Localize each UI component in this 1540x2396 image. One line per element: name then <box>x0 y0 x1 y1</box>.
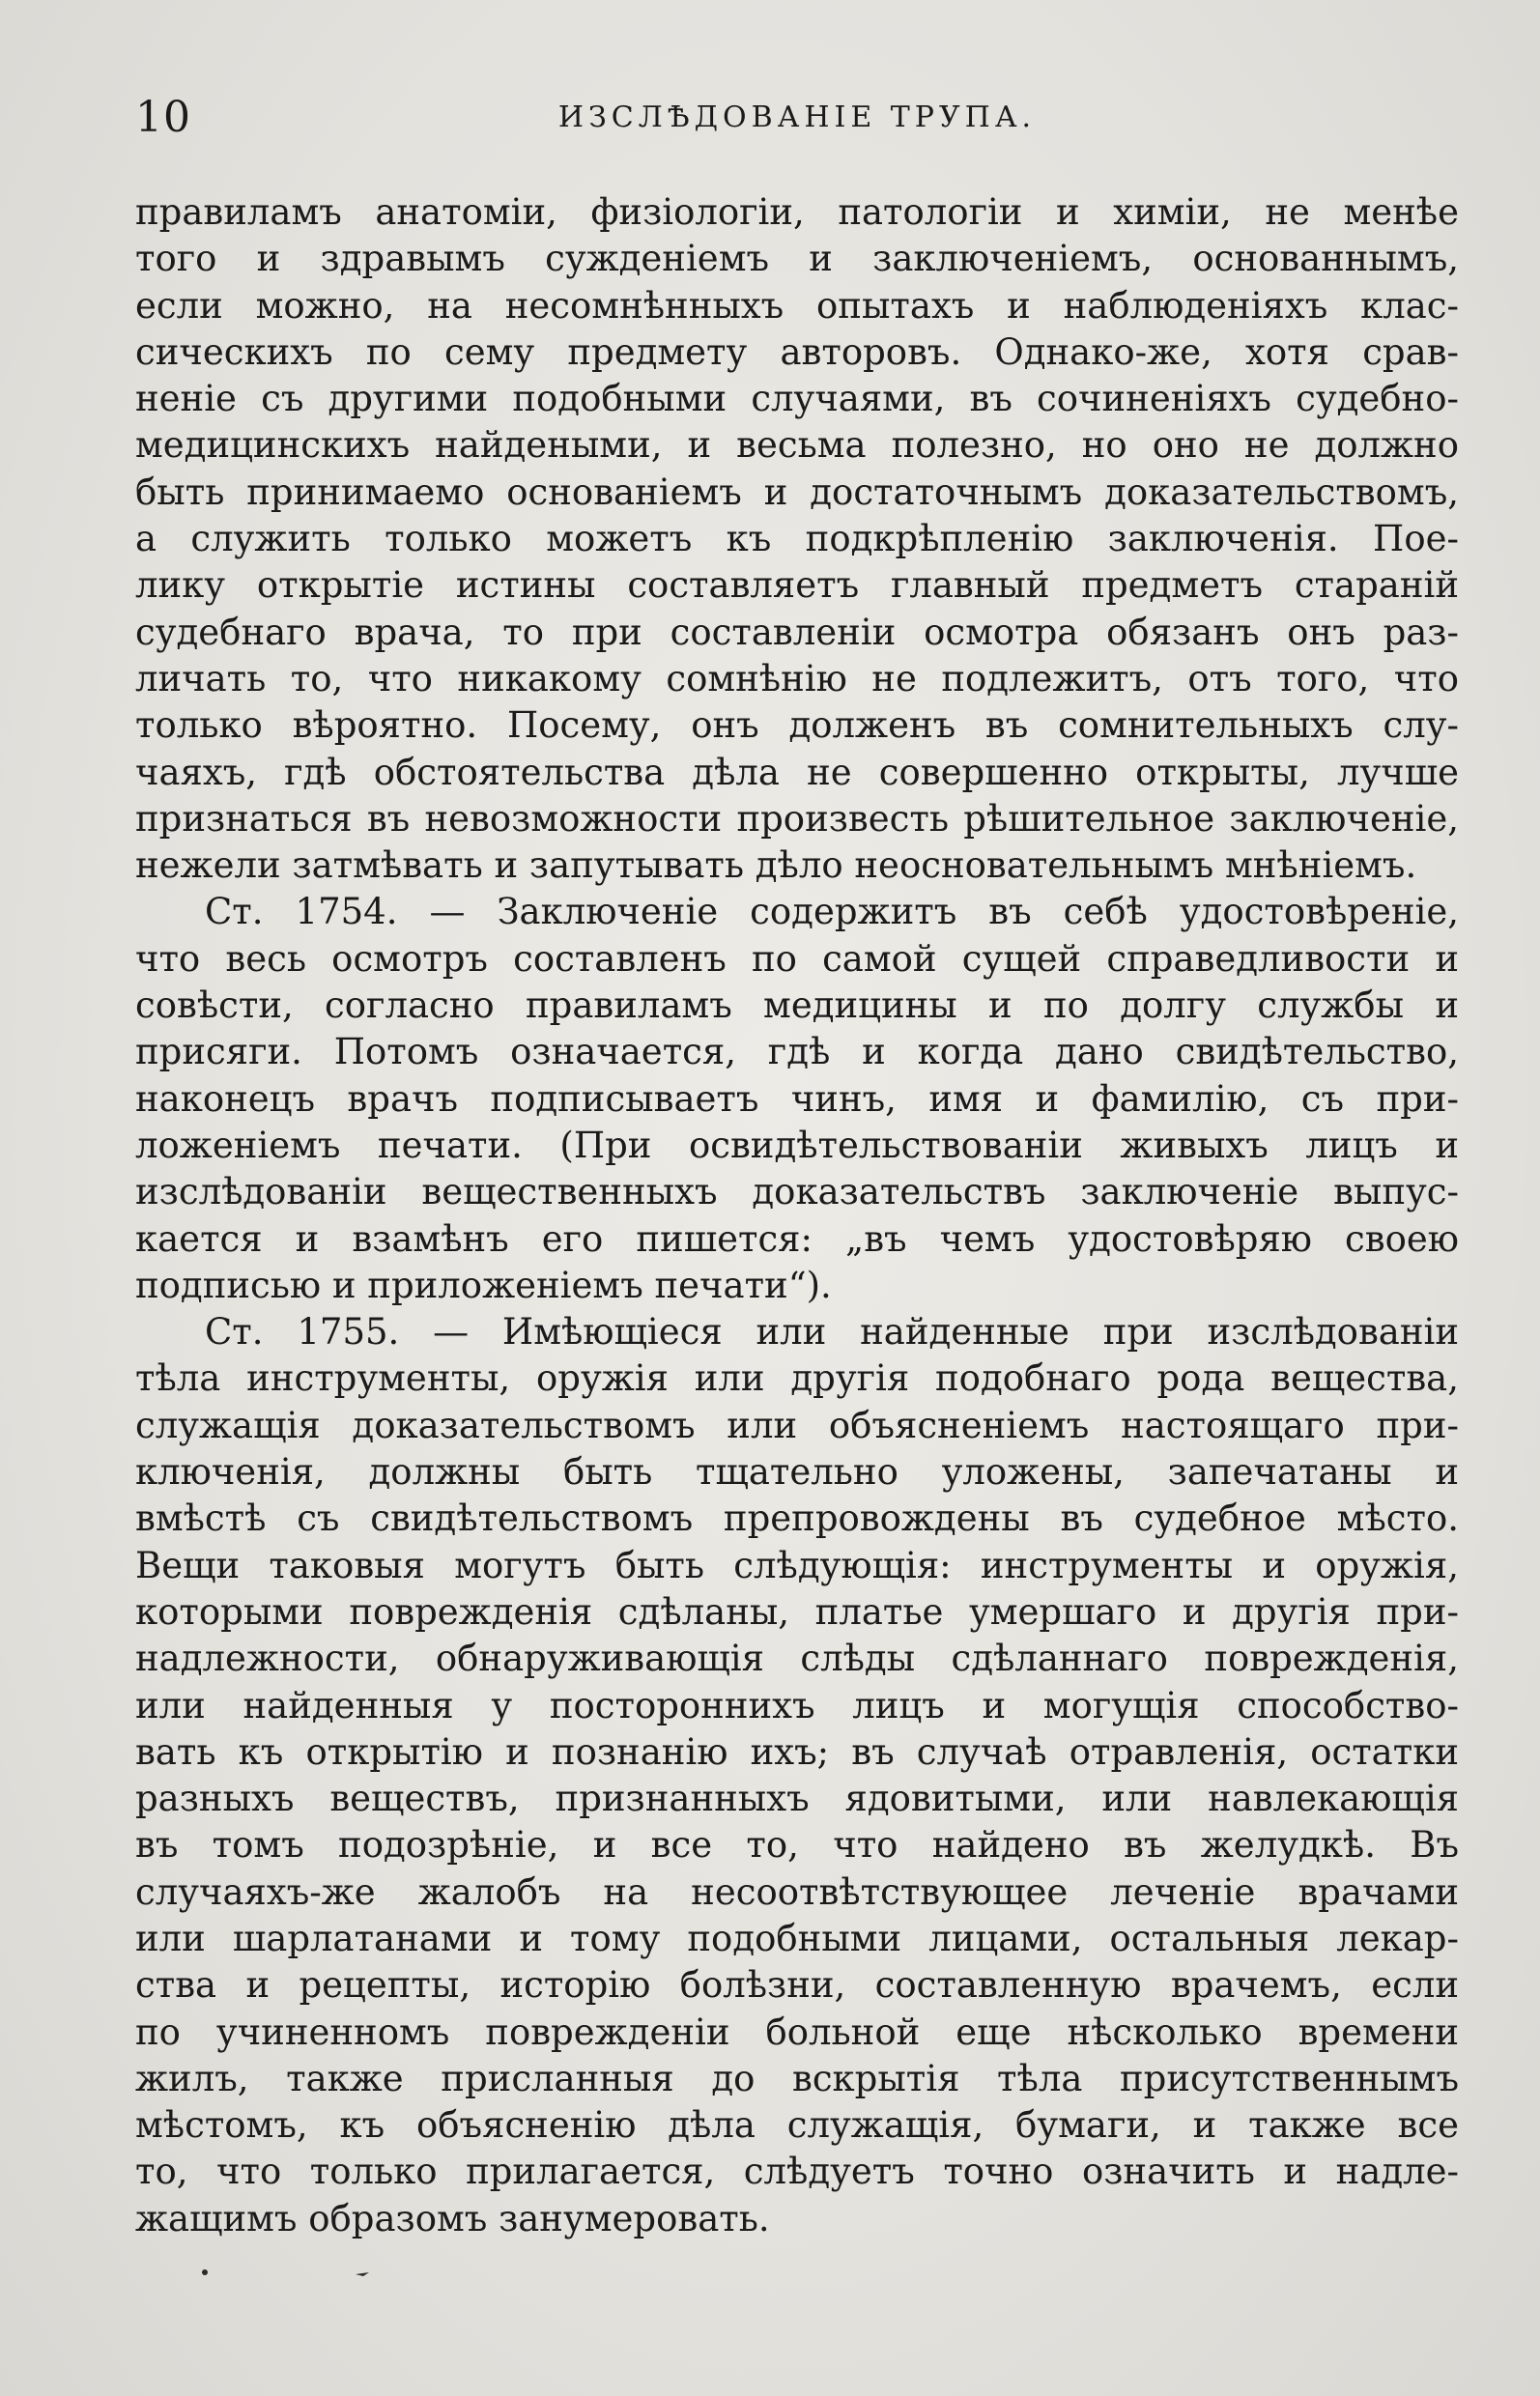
body-text <box>135 189 1459 2242</box>
text-line: медицинскихъ найдеными, и весьма полезно, но оно не должно <box>135 424 1459 467</box>
text-line: неніе съ другими подобными случаями, въ сочиненіяхъ судебно- <box>135 378 1459 420</box>
text-line: совѣсти, согласно правиламъ медицины и по долгу службы и <box>135 984 1459 1027</box>
text-line: или найденныя у постороннихъ лицъ и могущія способство- <box>135 1684 1459 1726</box>
text-line: ства и рецепты, исторію болѣзни, составленную врачемъ, если <box>135 1964 1459 2007</box>
text-line: случаяхъ-же жалобъ на несоотвѣтствующее леченіе врачами <box>135 1870 1459 1913</box>
text-line: судебнаго врача, то при составленіи осмотра обязанъ онъ раз- <box>135 611 1459 653</box>
text-line: или шарлатанами и тому подобными лицами, остальныя лекар- <box>135 1917 1459 1959</box>
text-line: подписью и приложеніемъ печати“). <box>135 1264 832 1306</box>
text-line: лику открытіе истины составляетъ главный предметъ стараній <box>135 564 1459 607</box>
text-line: по учиненномъ поврежденіи больной еще нѣсколько времени <box>135 2011 1459 2053</box>
text-line: ключенія, должны быть тщательно уложены, запечатаны и <box>135 1451 1459 1494</box>
text-line: служащія доказательствомъ или объясненіемъ настоящаго при- <box>135 1404 1459 1446</box>
article-1755-start: Ст. 1755. — Имѣющіеся или найденные при изслѣдованіи <box>205 1311 1459 1354</box>
text-line: наконецъ врачъ подписываетъ чинъ, имя и фамилію, съ при- <box>135 1077 1459 1120</box>
text-line: Вещи таковыя могутъ быть слѣдующія: инструменты и оружія, <box>135 1544 1459 1586</box>
text-line: правиламъ анатоміи, физіологіи, патологіи и химіи, не менѣе <box>135 191 1459 233</box>
text-line: присяги. Потомъ означается, гдѣ и когда дано свидѣтельство, <box>135 1031 1459 1073</box>
text-line: сическихъ по сему предмету авторовъ. Однако-же, хотя срав- <box>135 330 1459 373</box>
text-line: только вѣроятно. Посему, онъ долженъ въ сомнительныхъ слу- <box>135 704 1459 747</box>
text-line: тѣла инструменты, оружія или другія подобнаго рода вещества, <box>135 1357 1459 1400</box>
ink-specks <box>193 2261 386 2290</box>
text-line: а служить только можетъ къ подкрѣпленію заключенія. Пое- <box>135 518 1459 560</box>
text-line: нежели затмѣвать и запутывать дѣло неосновательнымъ мнѣніемъ. <box>135 844 1417 887</box>
text-line: быть принимаемо основаніемъ и достаточнымъ доказательствомъ, <box>135 471 1459 513</box>
text-line: жилъ, также присланныя до вскрытія тѣла присутственнымъ <box>135 2057 1459 2099</box>
text-line: жащимъ образомъ занумеровать. <box>135 2197 770 2239</box>
text-line: разныхъ веществъ, признанныхъ ядовитыми, или навлекающія <box>135 1778 1459 1820</box>
text-line: вать къ открытію и познанію ихъ; въ случаѣ отравленія, остатки <box>135 1730 1459 1773</box>
article-1754-start: Ст. 1754. — Заключеніе содержитъ въ себѣ удостовѣреніе, <box>205 891 1459 933</box>
text-line: мѣстомъ, къ объясненію дѣла служащія, бумаги, и также все <box>135 2104 1459 2147</box>
text-line: личать то, что никакому сомнѣнію не подлежитъ, отъ того, что <box>135 657 1459 699</box>
text-line: надлежности, обнаруживающія слѣды сдѣланнаго поврежденія, <box>135 1638 1459 1680</box>
text-line: вмѣстѣ съ свидѣтельствомъ препровождены въ судебное мѣсто. <box>135 1498 1459 1540</box>
running-title: ИЗСЛѢДОВАНІЕ ТРУПА. <box>557 100 1037 134</box>
text-line: если можно, на несомнѣнныхъ опытахъ и наблюденіяхъ клас- <box>135 284 1459 327</box>
text-line: чаяхъ, гдѣ обстоятельства дѣла не совершенно открыты, лучше <box>135 751 1459 793</box>
text-line: что весь осмотръ составленъ по самой сущей справедливости и <box>135 937 1459 980</box>
text-line: кается и взамѣнъ его пишется: „въ чемъ удостовѣряю своею <box>135 1217 1459 1260</box>
text-line: въ томъ подозрѣніе, и все то, что найдено въ желудкѣ. Въ <box>135 1824 1459 1867</box>
text-line: то, что только прилагается, слѣдуетъ точно означить и надле- <box>135 2151 1459 2193</box>
text-line: которыми поврежденія сдѣланы, платье умершаго и другія при- <box>135 1590 1459 1633</box>
page-header <box>135 89 1459 147</box>
page-number: 10 <box>135 93 191 142</box>
text-line: признаться въ невозможности произвесть рѣшительное заключеніе, <box>135 797 1459 840</box>
text-line: ложеніемъ печати. (При освидѣтельствованіи живыхъ лицъ и <box>135 1124 1459 1166</box>
text-line: изслѣдованіи вещественныхъ доказательствъ заключеніе выпус- <box>135 1171 1459 1213</box>
text-line: того и здравымъ сужденіемъ и заключеніемъ, основаннымъ, <box>135 238 1459 280</box>
